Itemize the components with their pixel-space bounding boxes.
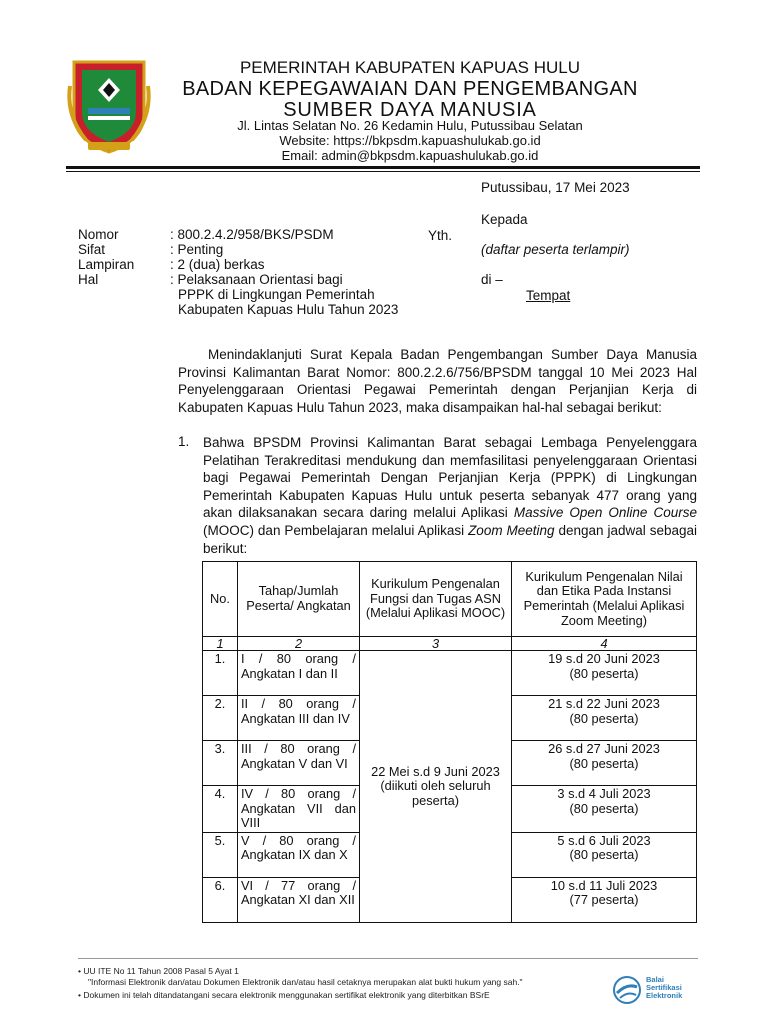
row-count: (80 peserta)	[569, 800, 639, 816]
row-no: 3.	[203, 741, 238, 786]
row-zoom-schedule	[512, 741, 697, 786]
agency-name-line-1: BADAN KEPEGAWAIAN DAN PENGEMBANGAN	[182, 78, 638, 100]
item-1-number: 1.	[178, 434, 190, 449]
row-date: 10 s.d 11 Juli 2023	[550, 877, 658, 893]
row-date: 21 s.d 22 Juni 2023	[548, 696, 660, 711]
row-count: (80 peserta)	[569, 665, 639, 681]
row-count: (77 peserta)	[569, 892, 639, 908]
hal-label: Hal	[78, 272, 99, 287]
row-tahap: VI / 77 orang / Angkatan XI dan XII	[238, 877, 360, 922]
recipient-yth: Yth.	[428, 228, 453, 243]
nomor-value: : 800.2.4.2/958/BKS/PSDM	[170, 227, 334, 242]
row-count: (80 peserta)	[569, 755, 639, 771]
row-date: 5 s.d 6 Juli 2023	[557, 832, 651, 848]
col-number-2: 2	[238, 637, 360, 651]
row-tahap: III / 80 orang / Angkatan V dan VI	[238, 741, 360, 786]
row-count: (80 peserta)	[569, 710, 639, 726]
header-tahap: Tahap/Jumlah Peserta/ Angkatan	[238, 562, 360, 637]
col-number-1: 1	[203, 637, 238, 651]
intro-paragraph	[178, 346, 697, 416]
footer-law-reference: • UU ITE No 11 Tahun 2008 Pasal 5 Ayat 1	[78, 966, 239, 976]
footer-law-title: UU ITE No 11 Tahun 2008 Pasal 5 Ayat 1	[83, 966, 239, 976]
bsre-globe-icon	[612, 975, 642, 1005]
row-no: 2.	[203, 696, 238, 741]
row-zoom-schedule	[512, 877, 697, 922]
row-no: 1.	[203, 651, 238, 696]
header-no: No.	[203, 562, 238, 637]
hal-value-line-2: PPPK di Lingkungan Pemerintah	[178, 287, 375, 302]
row-zoom-schedule	[512, 832, 697, 877]
col-number-4: 4	[512, 637, 697, 651]
letter-date: Putussibau, 17 Mei 2023	[481, 180, 630, 195]
letterhead-rule-thin	[66, 171, 700, 172]
agency-email: Email: admin@bkpsdm.kapuashulukab.go.id	[281, 148, 539, 163]
row-date: 26 s.d 27 Juni 2023	[548, 741, 660, 756]
item-1-text-a: Bahwa BPSDM Provinsi Kalimantan Barat sebagai Lembaga Penyelenggara Pelatihan Terakreditasi mendukung dan memfasilitasi penyelenggaraan Orientasi bagi Pegawai Pemerintah Dengan Perjanjian Kerja (PPPK) di Lingkungan Pemerintah Kabupaten Kapuas Hulu untuk peserta sebanyak 477 orang yang akan dilaksanakan secara daring melalui Aplikasi	[203, 435, 697, 521]
nomor-label: Nomor	[78, 227, 119, 242]
sifat-label: Sifat	[78, 242, 106, 257]
agency-contact	[130, 118, 690, 163]
row-count: (80 peserta)	[569, 847, 639, 863]
row-date: 3 s.d 4 Juli 2023	[557, 786, 651, 801]
row-no: 5.	[203, 832, 238, 877]
row-zoom-schedule	[512, 696, 697, 741]
sifat-value: : Penting	[170, 242, 224, 257]
footer-esign-text: Dokumen ini telah ditandatangani secara elektronik menggunakan sertifikat elektronik yang diterbitkan BSrE	[83, 990, 490, 1000]
row-date: 19 s.d 20 Juni 2023	[548, 651, 660, 666]
agency-government-line: PEMERINTAH KABUPATEN KAPUAS HULU	[239, 58, 581, 77]
intro-text: Menindaklanjuti Surat Kepala Badan Pengembangan Sumber Daya Manusia Provinsi Kalimantan Barat Nomor: 800.2.2.6/756/BPSDM tanggal 10 Mei 2023 Hal Penyelenggaraan Orientasi Pegawai Pemerintah dengan Perjanjian Kerja di Kabupaten Kapuas Hulu Tahun 2023, maka disampaikan hal-hal sebagai berikut:	[178, 347, 697, 415]
table-header-row	[203, 562, 697, 637]
item-1-mooc-term: Massive Open Online Course	[513, 505, 697, 521]
mooc-participants-note: (diikuti oleh seluruh peserta)	[380, 778, 491, 808]
footer-rule	[78, 958, 698, 959]
agency-name-line-2: SUMBER DAYA MANUSIA	[283, 99, 537, 121]
recipient-kepada: Kepada	[481, 212, 528, 227]
item-1-text-b: (MOOC) dan Pembelajaran melalui Aplikasi	[203, 522, 469, 538]
row-tahap: V / 80 orang / Angkatan IX dan X	[238, 832, 360, 877]
letterhead-rule-thick	[66, 166, 700, 169]
agency-address: Jl. Lintas Selatan No. 26 Kedamin Hulu, Putussibau Selatan	[237, 118, 583, 133]
lampiran-value: : 2 (dua) berkas	[170, 257, 265, 272]
header-kurikulum-fungsi: Kurikulum Pengenalan Fungsi dan Tugas ASN (Melalui Aplikasi MOOC)	[360, 562, 512, 637]
table-column-numbers	[203, 637, 697, 651]
row-tahap: I / 80 orang / Angkatan I dan II	[238, 651, 360, 696]
row-zoom-schedule	[512, 786, 697, 833]
footer-law-quote: "Informasi Elektronik dan/atau Dokumen Elektronik dan/atau hasil cetaknya merupakan alat bukti hukum yang sah."	[88, 977, 523, 987]
bsre-text-1: Balai	[646, 975, 664, 984]
header-kurikulum-nilai: Kurikulum Pengenalan Nilai dan Etika Pada Instansi Pemerintah (Melalui Aplikasi Zoom Meeting)	[512, 562, 697, 637]
footer-esign-note: • Dokumen ini telah ditandatangani secara elektronik menggunakan sertifikat elektronik yang diterbitkan BSrE	[78, 990, 490, 1000]
bsre-logo-text	[646, 976, 682, 1000]
bsre-text-2: Sertifikasi	[646, 983, 682, 992]
hal-value-line-3: Kabupaten Kapuas Hulu Tahun 2023	[178, 302, 399, 317]
hal-value-line-1: : Pelaksanaan Orientasi bagi	[170, 272, 343, 287]
item-1-text-c: dengan jadwal sebagai berikut:	[203, 522, 697, 556]
recipient-place: Tempat	[526, 288, 571, 303]
schedule-table	[202, 561, 697, 923]
lampiran-label: Lampiran	[78, 257, 135, 272]
recipient-di: di –	[481, 272, 503, 287]
row-no: 6.	[203, 877, 238, 922]
col-number-3: 3	[360, 637, 512, 651]
row-tahap: II / 80 orang / Angkatan III dan IV	[238, 696, 360, 741]
item-1-zoom-term: Zoom Meeting	[468, 522, 555, 538]
bsre-text-3: Elektronik	[646, 991, 683, 1000]
item-1-paragraph	[203, 434, 697, 557]
mooc-date-range: 22 Mei s.d 9 Juni 2023	[371, 763, 500, 779]
recipient-name: (daftar peserta terlampir)	[481, 242, 630, 257]
row-tahap: IV / 80 orang / Angkatan VII dan VIII	[238, 786, 360, 833]
row-no: 4.	[203, 786, 238, 833]
shared-mooc-schedule	[360, 651, 512, 923]
agency-website: Website: https://bkpsdm.kapuashulukab.go.id	[279, 133, 541, 148]
table-row	[203, 651, 697, 696]
row-zoom-schedule	[512, 651, 697, 696]
